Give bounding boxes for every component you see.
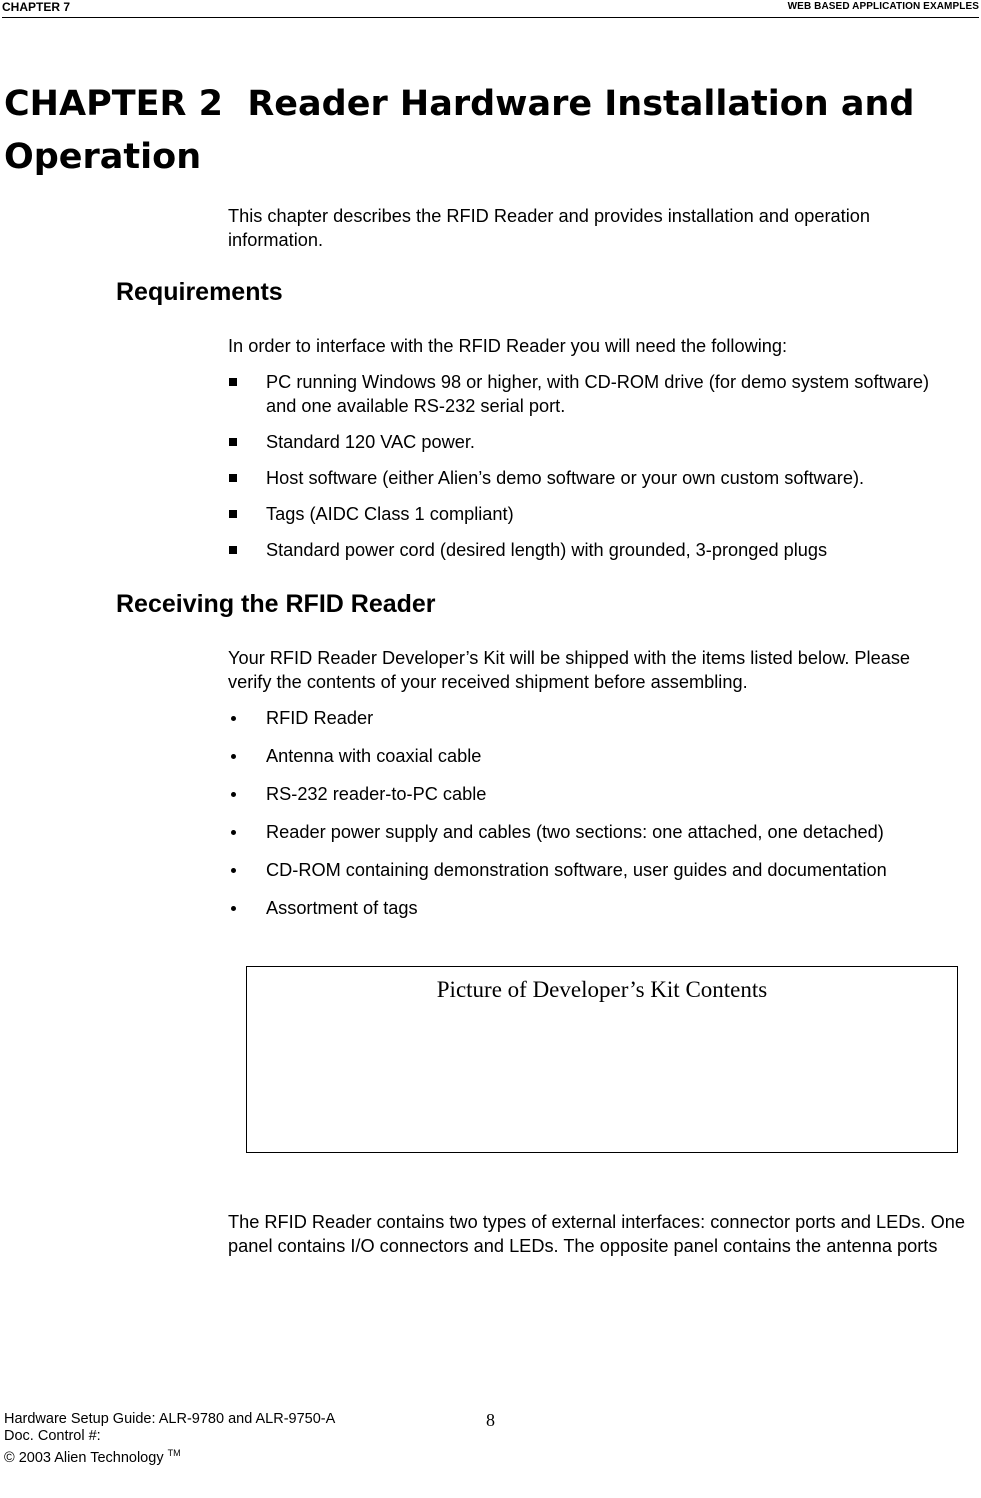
footer-guide-title: Hardware Setup Guide: ALR-9780 and ALR-9750-A: [4, 1411, 336, 1427]
list-item: [228, 502, 938, 526]
list-item-text: RFID Reader: [266, 708, 374, 728]
page-header: [2, 0, 979, 18]
chapter-title-line-1: CHAPTER 2 Reader Hardware Installation and: [4, 84, 915, 124]
footer-copyright: [4, 1445, 335, 1467]
footer-copyright-text: © 2003 Alien Technology: [4, 1449, 164, 1466]
trademark-symbol: TM: [167, 1448, 181, 1458]
list-item: [228, 820, 980, 844]
list-item-text: RS-232 reader-to-PC cable: [266, 784, 487, 804]
list-item-text: Standard power cord (desired length) with grounded, 3-pronged plugs: [266, 540, 828, 560]
list-item-text: Reader power supply and cables (two sections: one attached, one detached): [266, 822, 884, 842]
intro-paragraph: This chapter describes the RFID Reader and provides installation and operation information.: [228, 206, 870, 250]
chapter-title: [4, 78, 979, 184]
requirements-list: [228, 370, 938, 574]
header-section: WEB BASED APPLICATION EXAMPLES: [787, 1, 979, 12]
list-item-text: Standard 120 VAC power.: [266, 432, 475, 452]
kit-contents-picture-placeholder: [246, 966, 958, 1153]
receiving-heading: Receiving the RFID Reader: [116, 590, 436, 618]
list-item-text: Antenna with coaxial cable: [266, 746, 482, 766]
list-item-text: Host software (either Alien’s demo software or your own custom software).: [266, 468, 865, 488]
list-item: [228, 538, 938, 562]
list-item-text: PC running Windows 98 or higher, with CD-ROM drive (for demo system software) and one available RS-232 serial port.: [266, 372, 930, 416]
requirements-heading: Requirements: [116, 278, 283, 306]
list-item: [228, 706, 980, 730]
list-item-text: CD-ROM containing demonstration software, user guides and documentation: [266, 860, 887, 880]
list-item-text: Tags (AIDC Class 1 compliant): [266, 504, 514, 524]
list-item: [228, 782, 980, 806]
picture-caption: Picture of Developer’s Kit Contents: [436, 977, 768, 1002]
list-item-text: Assortment of tags: [266, 898, 418, 918]
chapter-title-line-2: Operation: [4, 137, 202, 177]
requirements-intro: In order to interface with the RFID Reader you will need the following:: [228, 336, 788, 356]
list-item: [228, 370, 938, 418]
page-number: 8: [486, 1410, 495, 1430]
list-item: [228, 858, 980, 882]
page-footer: [4, 1411, 335, 1467]
footer-doc-control: Doc. Control #:: [4, 1428, 101, 1444]
list-item: [228, 466, 938, 490]
list-item: [228, 896, 980, 920]
kit-contents-list: [228, 706, 980, 934]
list-item: [228, 744, 980, 768]
receiving-intro: Your RFID Reader Developer’s Kit will be shipped with the items listed below. Please verify the contents of your received shipment before assembling.: [228, 648, 911, 692]
header-chapter: CHAPTER 7: [2, 0, 71, 14]
closing-paragraph: The RFID Reader contains two types of external interfaces: connector ports and LEDs. One panel contains I/O connectors and LEDs. The opposite panel contains the antenna ports: [228, 1212, 965, 1256]
list-item: [228, 430, 938, 454]
